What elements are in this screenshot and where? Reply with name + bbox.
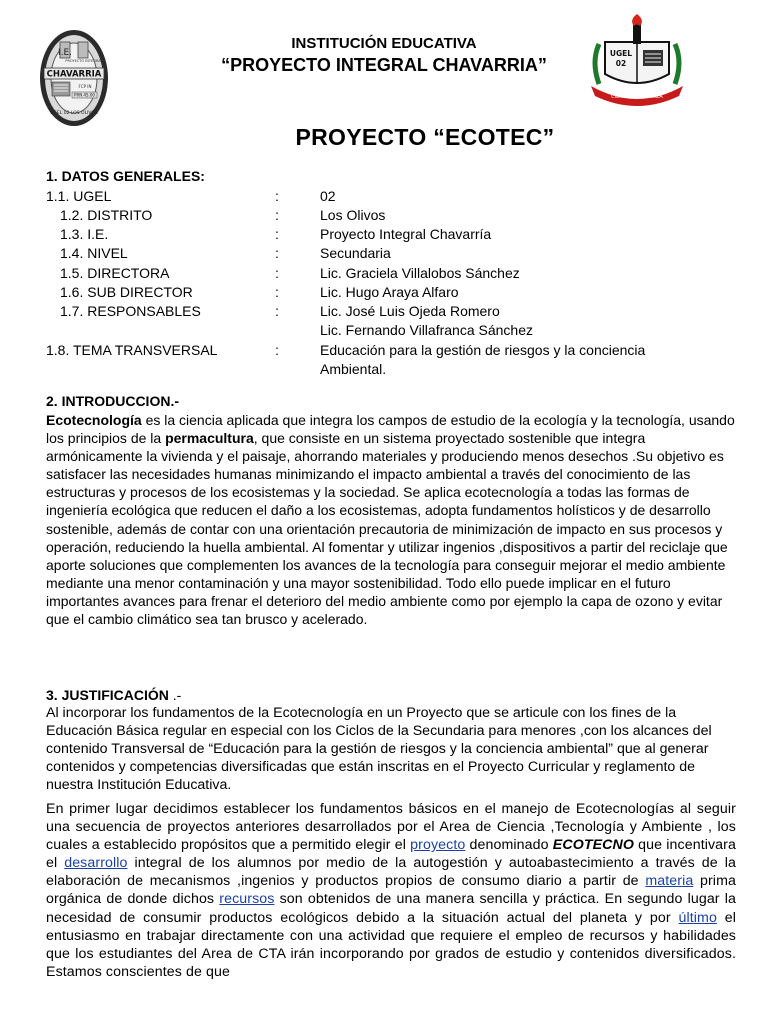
institution-name: “PROYECTO INTEGRAL CHAVARRIA” — [221, 55, 547, 75]
link-proyecto[interactable]: proyecto — [410, 837, 466, 854]
seal-letters: I.E. — [57, 48, 73, 58]
datos-row-value: Proyecto Integral Chavarría — [320, 226, 492, 242]
seal-name: CHAVARRIA — [46, 69, 102, 80]
intro-paragraph — [46, 411, 736, 628]
link-materia[interactable]: materia — [645, 873, 694, 890]
datos-row-value: Educación para la gestión de riesgos y la conciencia — [320, 342, 646, 358]
datos-row-colon: : — [275, 342, 279, 358]
just-p2-f: son obtenidos de una manera sencilla y práctica. En segundo lugar la necesidad de consumir productos ecológicos debido a la situación actual del planeta y por — [46, 891, 736, 926]
crest-motto: CIENCIA ESPERANZA — [611, 94, 663, 100]
institution-label: INSTITUCIÓN EDUCATIVA — [291, 35, 477, 52]
datos-row-label: 1.1. UGEL — [46, 188, 112, 204]
link-recursos[interactable]: recursos — [219, 891, 275, 908]
just-p2-b: denominado — [465, 837, 553, 854]
just-p2-c: que incentivara el — [46, 837, 736, 872]
datos-row-colon: : — [275, 245, 279, 261]
datos-row-value: Lic. Graciela Villalobos Sánchez — [320, 265, 520, 281]
just-p2-g: el entusiasmo en trabajar directamente con una actividad que requiere el empleo de recursos y habilidades que los estudiantes del Area de CTA irán incorporando por grados de estudio y contenidos diversificados. Estamos conscientes de que — [46, 909, 736, 980]
seal-small-1: FCP IN — [78, 84, 92, 89]
intro-text-2: , que consiste en un sistema proyectado sostenible que integra armónicamente la vivienda y el paisaje, ahorrando materiales y produciendo menos desechos .Su objetivo es satisfacer las necesidades humanas minimizando el impacto ambiental a través del conocimiento de las estructuras y procesos de los ecosistemas y la sociedad. Se aplica ecotecnología a todas las formas de ingeniería ecológica que reducen el daño a los ecosistemas, adopta fundamentos holísticos y de desarrollo sostenible, además de contar con una orientación precautoria de minimización de impacto en sus procesos y operación, reduciendo la huella ambiental. Al fomentar y utilizar ingenios ,dispositivos a partir del reciclaje que aporte soluciones que complementen los avances de la tecnología para conseguir mejorar el medio ambiente mediante una menor contaminación y una mayor sostenibilidad. Todo ello puede implicar en el futuro importantes avances para frenar el deterioro del medio ambiente como por ejemplo la capa de ozono y evitar que el cambio climático sea tan brusco y acelerado. — [46, 430, 728, 628]
section-heading-datos: 1. DATOS GENERALES: — [46, 168, 205, 184]
intro-term-permacultura: permacultura — [165, 430, 254, 447]
just-p2-a: En primer lugar decidimos establecer los fundamentos básicos en el manejo de Ecotecnologías al seguir una secuencia de proyectos anteriores desarrollados por el Area de Ciencia ,Tecnología y Ambiente , los cuales a establecido propósitos que a permitido elegir el — [46, 801, 736, 854]
datos-row-label: 1.2. DISTRITO — [60, 207, 153, 223]
datos-row-label: 1.4. NIVEL — [60, 245, 128, 261]
datos-row-value: Los Olivos — [320, 207, 386, 223]
datos-row-label: 1.5. DIRECTORA — [60, 265, 170, 281]
crest-logo — [587, 14, 687, 111]
datos-row-label: 1.8. TEMA TRANSVERSAL — [46, 342, 218, 358]
link-desarrollo[interactable]: desarrollo — [64, 855, 128, 872]
datos-row-label: 1.6. SUB DIRECTOR — [60, 284, 193, 300]
datos-row-value: Lic. José Luis Ojeda Romero — [320, 303, 500, 319]
link-ultimo[interactable]: último — [678, 909, 717, 926]
intro-term-ecotecnologia: Ecotecnología — [46, 412, 142, 428]
datos-row-colon: : — [275, 303, 279, 319]
datos-row-value: Lic. Fernando Villafranca Sánchez — [320, 322, 533, 338]
just-p2-e: prima orgánica de donde dichos — [46, 873, 736, 908]
datos-row-value: Ambiental. — [320, 361, 387, 377]
seal-arc-text: PROYECTO INTEGRAL — [65, 59, 103, 63]
justificacion-paragraph-2 — [46, 800, 736, 981]
crest-line1: UGEL — [609, 49, 633, 58]
datos-row-value: 02 — [320, 188, 336, 204]
section-heading-justificacion — [46, 687, 181, 703]
datos-row-value: Secundaria — [320, 245, 391, 261]
seal-bottom-text: UGEL 02 LOS OLIVOS — [50, 111, 98, 116]
datos-row-colon: : — [275, 188, 279, 204]
justificacion-heading-suffix: .- — [168, 687, 182, 703]
datos-row-colon: : — [275, 284, 279, 300]
intro-text-1: es la ciencia aplicada que integra los campos de estudio de la ecología y la tecnología, usando los principios de la — [46, 412, 735, 447]
section-heading-intro: 2. INTRODUCCION.- — [46, 393, 179, 409]
datos-row-label: 1.7. RESPONSABLES — [60, 303, 201, 319]
datos-row-colon: : — [275, 265, 279, 281]
justificacion-paragraph-1: Al incorporar los fundamentos de la Ecotecnología en un Proyecto que se articule con los fines de la Educación Básica regular en especial con los Ciclos de la Secundaria para menores ,con los alcances del contenido Transversal de “Educación para la gestión de riesgos y la conciencia ambiental” que al generar contenidos y competencias diversificadas que están inscritas en el Proyecto Curricular y reglamento de nuestra Institución Educativa. — [46, 705, 712, 794]
crest-line2: 02 — [615, 59, 627, 68]
seal-small-2: PRN 45.00 — [74, 92, 95, 98]
datos-row-colon: : — [275, 207, 279, 223]
datos-row-colon: : — [275, 226, 279, 242]
document-title: PROYECTO “ECOTEC” — [295, 124, 555, 150]
datos-row-value: Lic. Hugo Araya Alfaro — [320, 284, 459, 300]
justificacion-heading-text: 3. JUSTIFICACIÓN — [46, 687, 169, 703]
datos-row-label: 1.3. I.E. — [60, 226, 109, 242]
term-ecotecno: ECOTECNO — [552, 837, 634, 854]
just-p2-d: integral de los alumnos por medio de la autogestión y autoabastecimiento a través de la elaboración de mecanismos ,ingenios y productos propios de consumo diario a partir de — [46, 855, 736, 890]
